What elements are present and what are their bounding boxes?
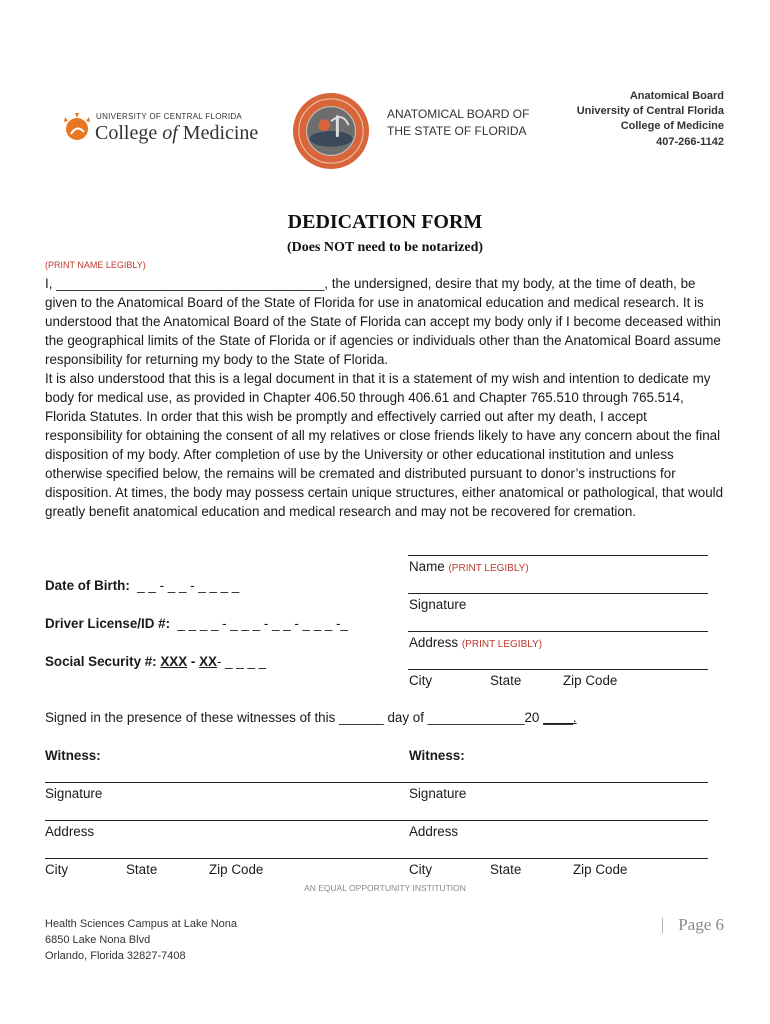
name-line[interactable] [408, 555, 708, 556]
witness-address-line[interactable] [45, 820, 708, 821]
witness-signature-line[interactable] [45, 782, 708, 783]
paragraph-2: It is also understood that this is a legal document in that it is a statement of my wish and intention to dedicate my body for medical use, as provided in Chapter 406.50 through 406.61 and Chapter 765.510 through 765.514, Florida Statutes. In order that this wish be promptly and effectively carried out after my death, I accept responsibility for obtaining the consent of all my relatives or close friends likely to have any concern about the final disposition of my body. After completion of use by the University or other educational institution and unless otherwise specified below, the remains will be cremated and distributed pursuant to donor’s instructions for disposition. At times, the body may possess certain unique structures, either anatomical or pathological, that would greatly benefit anatomical education and medical research and may not be recovered for cremation. [45, 371, 724, 519]
witness-1-city-label: City [45, 862, 69, 877]
city-label: City [409, 673, 433, 688]
social-security-field[interactable]: Social Security #: XXX - XX- _ _ _ _ [45, 654, 267, 669]
zip-label: Zip Code [563, 673, 618, 688]
address-line[interactable] [408, 631, 708, 632]
form-subtitle: (Does NOT need to be notarized) [286, 240, 484, 255]
witness-2-city-label: City [409, 862, 433, 877]
witness-city-line[interactable] [45, 858, 708, 859]
address-line-3: Orlando, Florida 32827-7408 [45, 950, 186, 962]
contact-line: Anatomical Board [629, 90, 724, 102]
ucf-sun-icon [62, 110, 92, 144]
campus-address [45, 916, 237, 964]
contact-line: University of Central Florida [576, 105, 724, 117]
form-title: DEDICATION FORM [287, 211, 483, 233]
ucf-college-of-medicine-logo [62, 108, 272, 148]
ucf-college-text: College of Medicine [95, 122, 259, 144]
city-state-zip-line[interactable] [408, 669, 708, 670]
equal-opportunity-text: AN EQUAL OPPORTUNITY INSTITUTION [304, 883, 466, 893]
witness-2-state-label: State [490, 862, 522, 877]
dedication-statement [45, 274, 725, 521]
state-seal-icon [292, 92, 370, 170]
year-blank[interactable]: ____. [543, 710, 577, 725]
witness-1-signature-label: Signature [45, 786, 103, 801]
ucf-university-text: UNIVERSITY OF CENTRAL FLORIDA [96, 112, 243, 121]
witness-1-label: Witness: [45, 748, 101, 763]
signed-in-presence-statement: Signed in the presence of these witnesses of this ______ day of _____________20 ____. [45, 710, 577, 725]
witness-1-address-label: Address [45, 824, 95, 839]
state-label: State [490, 673, 522, 688]
driver-license-field[interactable]: Driver License/ID #: _ _ _ _ - _ _ _ - _ _ - _ _ _ -_ [45, 616, 348, 631]
signature-line[interactable] [408, 593, 708, 594]
print-name-label: (PRINT NAME LEGIBLY) [45, 260, 146, 270]
address-line-1: Health Sciences Campus at Lake Nona [45, 918, 237, 930]
paragraph-1: I, ____________________________________, the undersigned, desire that my body, at the time of death, be given to the Anatomical Board of the State of Florida for use in anatomical education and medical research. It is understood that the Anatomical Board of the State of Florida can accept my body only if I become deceased within the geographical limits of the State of Florida or if agencies or individuals other than the Anatomical Board assume responsibility for returning my body to the State of Florida. [45, 276, 721, 367]
donor-name-blank[interactable]: ____________________________________ [56, 276, 325, 291]
witness-2-signature-label: Signature [409, 786, 467, 801]
month-blank[interactable]: _____________ [427, 710, 525, 725]
name-label: Name (PRINT LEGIBLY) [409, 559, 529, 574]
witness-1-state-label: State [126, 862, 158, 877]
witness-2-zip-label: Zip Code [573, 862, 628, 877]
contact-block [514, 89, 724, 150]
page-number: | Page 6 [660, 915, 724, 934]
contact-line: College of Medicine [620, 120, 724, 132]
board-title: ANATOMICAL BOARD OF THE STATE OF FLORIDA [387, 107, 530, 138]
witness-2-address-label: Address [409, 824, 459, 839]
witness-1-zip-label: Zip Code [209, 862, 264, 877]
address-label: Address (PRINT LEGIBLY) [409, 635, 543, 650]
witness-2-label: Witness: [409, 748, 465, 763]
date-of-birth-field[interactable]: Date of Birth: _ _ - _ _ - _ _ _ _ [45, 578, 240, 593]
address-line-2: 6850 Lake Nona Blvd [45, 934, 151, 946]
day-blank[interactable]: ______ [339, 710, 384, 725]
signature-label: Signature [409, 597, 467, 612]
contact-phone: 407-266-1142 [656, 136, 724, 148]
